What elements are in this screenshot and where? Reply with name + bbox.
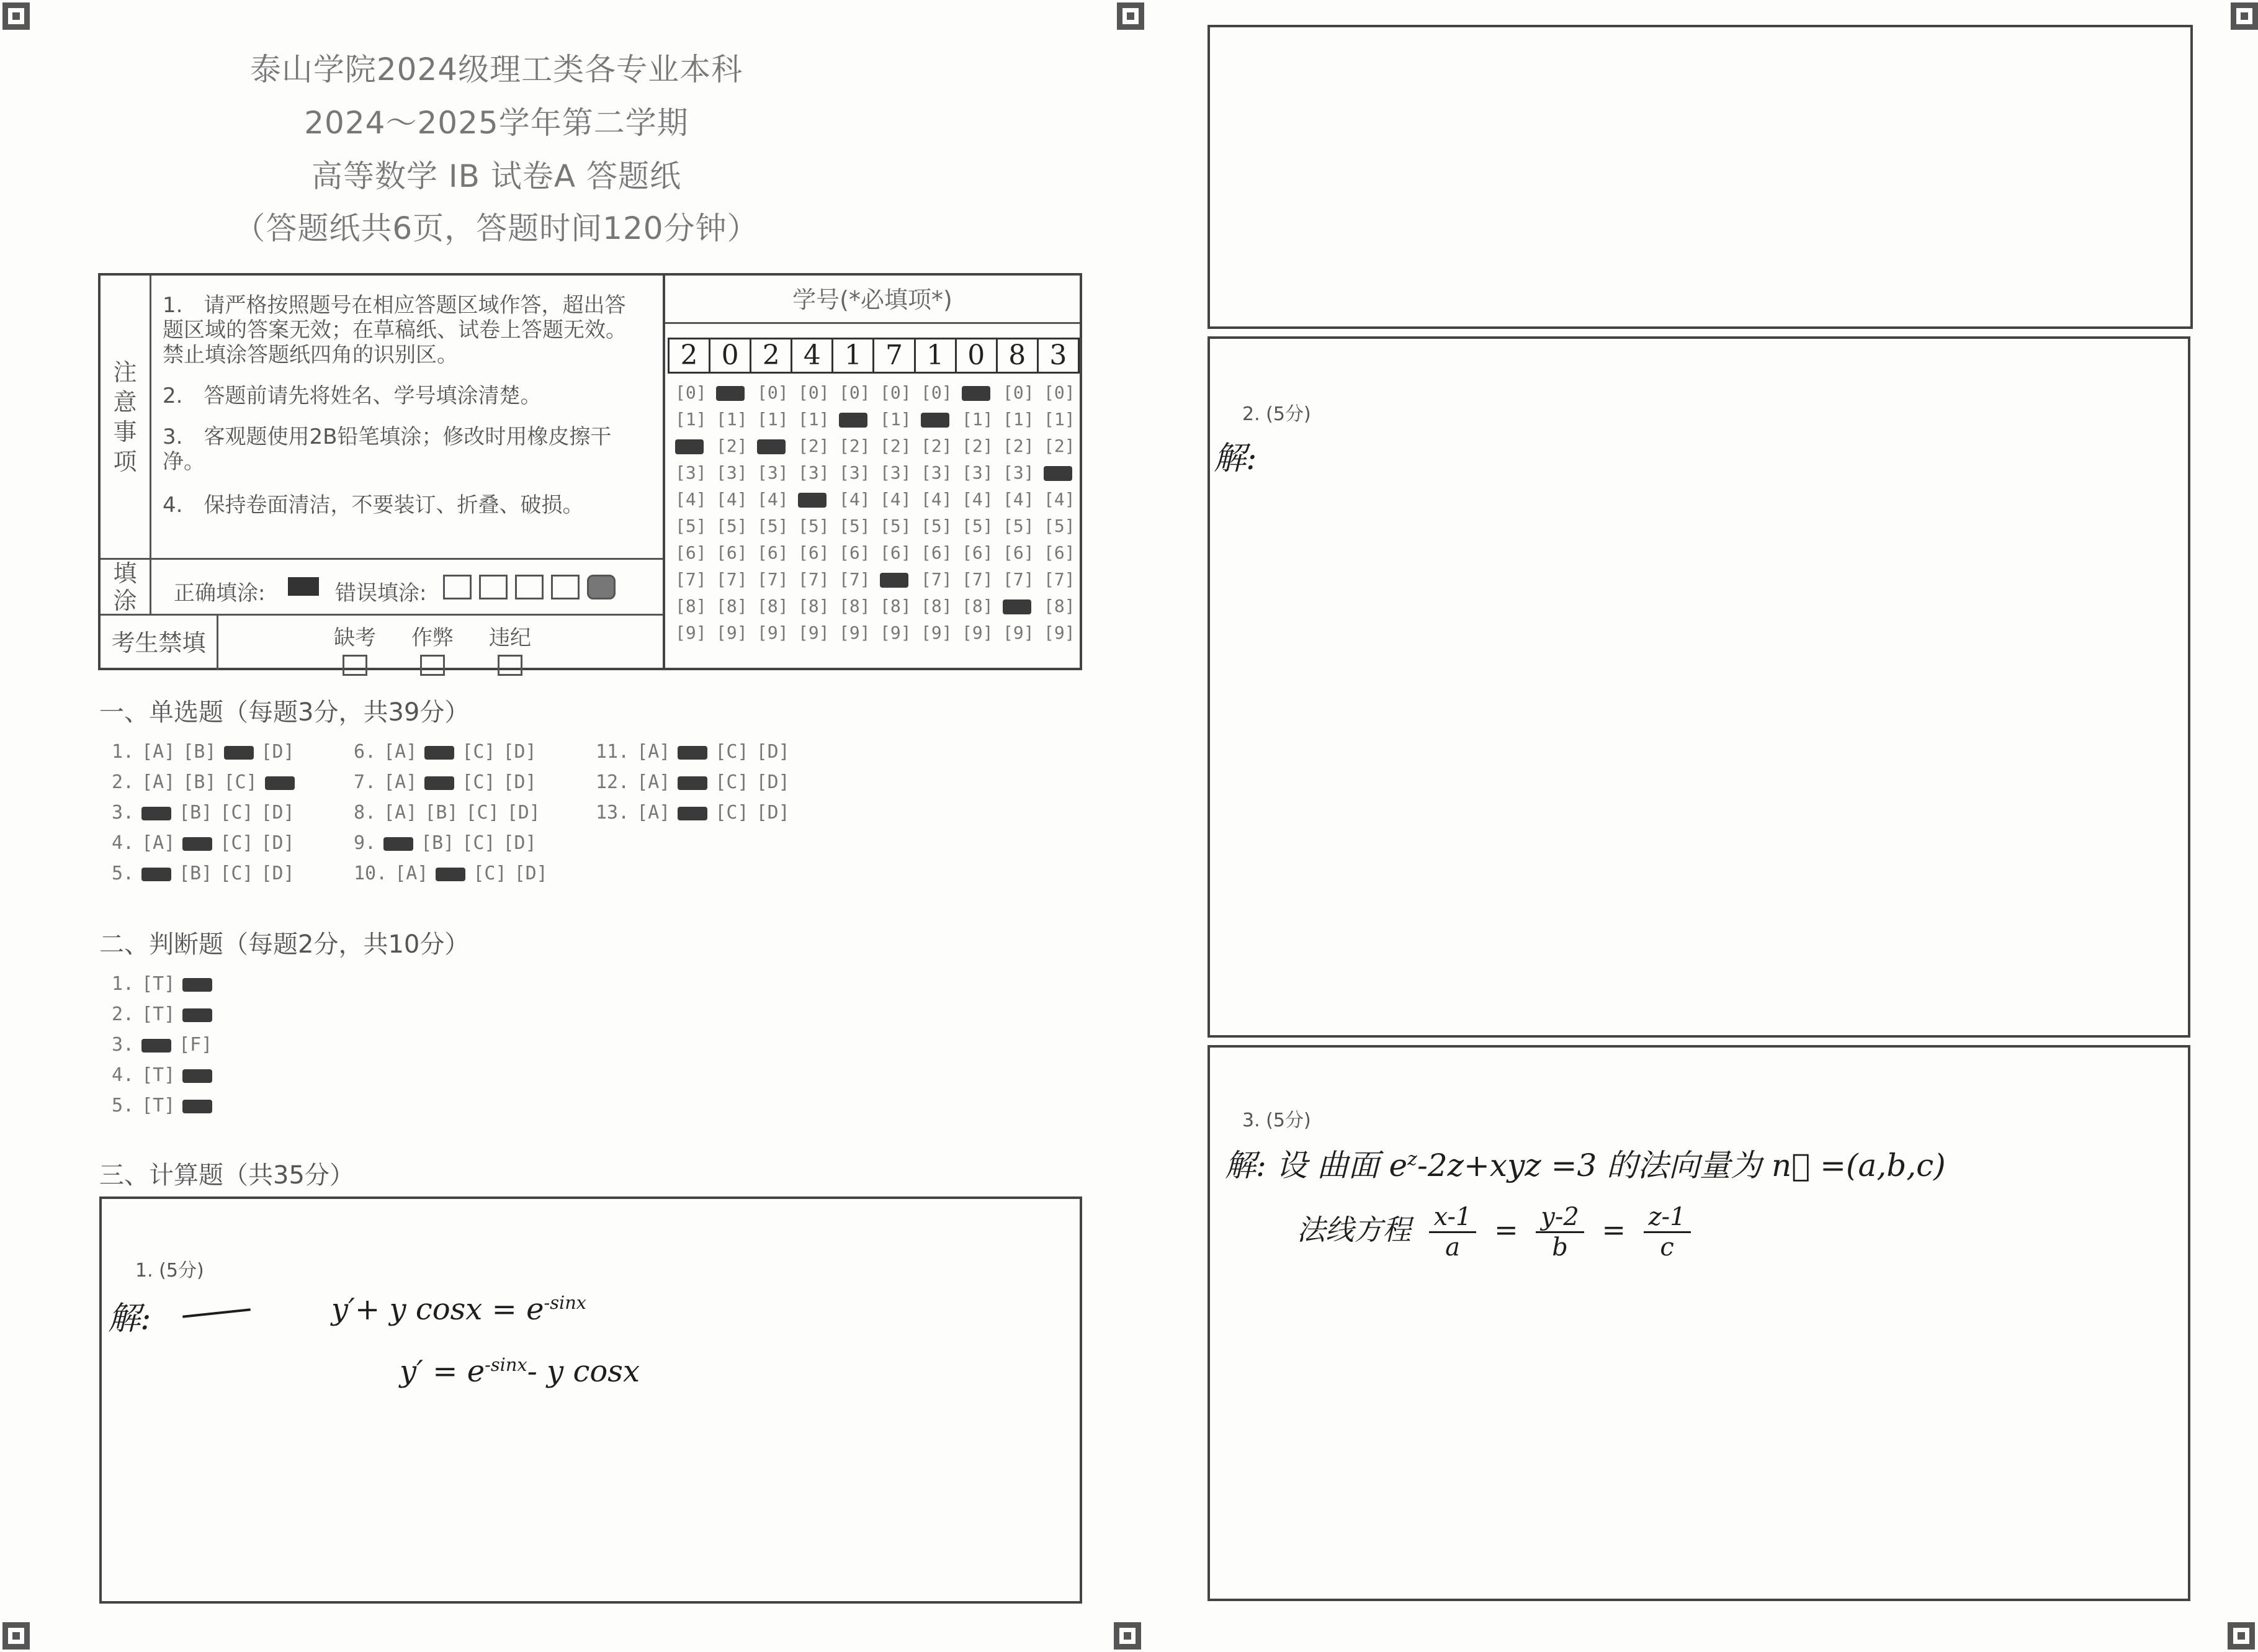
student-id-digit[interactable]: 2	[751, 339, 792, 372]
student-id-bubble[interactable]: [0]	[757, 382, 789, 403]
corner-marker	[2, 2, 30, 30]
student-id-bubble[interactable]: [7]	[962, 569, 993, 590]
corner-marker	[2228, 1622, 2255, 1650]
mcq-number: 11.	[596, 741, 630, 763]
student-id-bubble[interactable]: [8]	[839, 596, 871, 616]
mcq-option[interactable]: [C]	[715, 771, 749, 793]
mcq-option[interactable]: [C]	[220, 832, 254, 854]
mcq-option[interactable]	[436, 868, 465, 881]
student-id-bubble[interactable]: [4]	[757, 489, 789, 510]
correct-fill-label: 正确填涂:	[174, 581, 266, 606]
violation-checkbox[interactable]	[498, 655, 522, 676]
tf-row	[112, 973, 220, 995]
notice-item: 3. 客观题使用2B铅笔填涂；修改时用橡皮擦干净。	[163, 424, 612, 474]
student-id-bubble[interactable]: [0]	[921, 382, 952, 403]
student-id-digit[interactable]: 3	[1049, 339, 1067, 371]
student-id-bubble[interactable]: [8]	[716, 596, 748, 616]
mcq-option[interactable]	[265, 776, 295, 790]
student-id-bubble[interactable]: [9]	[880, 622, 912, 643]
student-id-bubble[interactable]	[1044, 466, 1072, 481]
info-table	[98, 273, 1082, 670]
mcq-option[interactable]	[424, 776, 454, 790]
mcq-number: 5.	[112, 863, 135, 884]
mcq-option[interactable]	[182, 837, 212, 851]
mcq-option[interactable]: [D]	[756, 771, 790, 793]
mcq-option[interactable]	[141, 868, 171, 881]
mcq-option[interactable]	[678, 746, 707, 760]
mcq-number: 1.	[112, 741, 135, 763]
student-id-bubble[interactable]: [5]	[880, 516, 912, 536]
student-id-bubble[interactable]: [8]	[757, 596, 789, 616]
student-id-bubble[interactable]: [2]	[1044, 436, 1075, 456]
student-id-bubble[interactable]: [7]	[716, 569, 748, 590]
student-id-bubble[interactable]: [8]	[962, 596, 993, 616]
student-id-bubble[interactable]: [6]	[757, 542, 789, 563]
student-id-bubble[interactable]: [3]	[880, 462, 912, 483]
mcq-number: 4.	[112, 832, 135, 854]
mcq-option[interactable]: [C]	[715, 802, 749, 824]
corner-marker	[1114, 1622, 1141, 1650]
student-id-bubble[interactable]: [9]	[962, 622, 993, 643]
student-id-bubble[interactable]: [6]	[921, 542, 952, 563]
mcq-number: 8.	[354, 802, 377, 824]
mcq-option[interactable]: [D]	[506, 802, 540, 824]
mcq-option[interactable]: [A]	[383, 741, 418, 763]
absent-option[interactable]: 缺考	[327, 621, 383, 676]
student-id-bubble[interactable]: [3]	[1003, 462, 1034, 483]
mcq-option[interactable]: [B]	[421, 832, 455, 854]
mcq-option[interactable]: [C]	[715, 741, 749, 763]
mcq-row	[354, 771, 544, 793]
mcq-option[interactable]: [D]	[756, 741, 790, 763]
student-id-digit[interactable]: 1	[833, 339, 874, 372]
mcq-option[interactable]: [A]	[141, 741, 176, 763]
student-id-bubble[interactable]: [6]	[1044, 542, 1075, 563]
tf-option[interactable]: [F]	[179, 1034, 213, 1056]
mcq-option[interactable]: [D]	[503, 832, 537, 854]
answer-box-q2[interactable]	[1207, 336, 2190, 1038]
q3-fraction-x: $\frac{x-1}{a}$	[1429, 1203, 1477, 1262]
tf-option[interactable]: [T]	[141, 973, 176, 995]
tf-option[interactable]	[141, 1039, 171, 1053]
header-title-1: 泰山学院2024级理工类各专业本科	[249, 52, 743, 88]
student-id-bubble[interactable]: [9]	[675, 622, 707, 643]
mcq-option[interactable]	[383, 837, 413, 851]
student-id-bubble[interactable]: [4]	[1044, 489, 1075, 510]
student-id-bubble[interactable]: [2]	[716, 436, 748, 456]
mcq-option[interactable]: [B]	[179, 802, 213, 824]
mcq-number: 12.	[596, 771, 630, 793]
wrong-fill-sample	[587, 575, 616, 599]
absent-checkbox[interactable]	[343, 655, 367, 676]
student-id-bubble[interactable]: [7]	[921, 569, 952, 590]
tf-number: 5.	[112, 1095, 135, 1116]
wrong-fill-sample	[515, 575, 544, 599]
tf-number: 2.	[112, 1003, 135, 1025]
notice-cell	[101, 276, 665, 668]
student-id-bubble[interactable]: [4]	[921, 489, 952, 510]
mcq-option[interactable]	[678, 807, 707, 820]
q2-solve-label: 解:	[1214, 440, 1257, 477]
student-id-bubble[interactable]: [4]	[716, 489, 748, 510]
mcq-row	[112, 802, 302, 824]
student-id-bubble[interactable]	[962, 386, 990, 401]
student-id-bubble[interactable]: [4]	[1003, 489, 1034, 510]
student-id-bubble[interactable]: [9]	[798, 622, 830, 643]
mcq-option[interactable]: [C]	[462, 771, 496, 793]
student-id-bubble[interactable]: [3]	[839, 462, 871, 483]
student-id-bubble[interactable]	[675, 439, 704, 454]
student-id-bubble[interactable]: [6]	[675, 542, 707, 563]
student-id-bubble[interactable]: [3]	[757, 462, 789, 483]
mcq-option[interactable]: [A]	[637, 802, 671, 824]
section2-title: 二、判断题（每题2分，共10分）	[99, 930, 470, 959]
student-id-bubble[interactable]: [6]	[880, 542, 912, 563]
student-id-bubble[interactable]: [6]	[1003, 542, 1034, 563]
student-id-bubble[interactable]: [5]	[757, 516, 789, 536]
student-id-bubble[interactable]: [9]	[839, 622, 871, 643]
violation-option[interactable]: 违纪	[482, 621, 538, 676]
student-id-bubble[interactable]: [4]	[839, 489, 871, 510]
correct-fill-sample	[288, 577, 319, 596]
q3-fraction-z: $\frac{z-1}{c}$	[1644, 1203, 1691, 1262]
student-id-bubble[interactable]: [7]	[798, 569, 830, 590]
student-id-bubble[interactable]	[880, 573, 908, 588]
mcq-row	[112, 771, 302, 793]
section3-title: 三、计算题（共35分）	[99, 1161, 354, 1190]
student-id-bubble[interactable]	[757, 439, 786, 454]
q3-line1: 解: 设 曲面 $e^z-2z+xyz =3$ 的法向量为 n⃗ =(a,b,c)	[1225, 1147, 1946, 1183]
mcq-row	[354, 832, 544, 854]
mcq-option[interactable]: [C]	[462, 741, 496, 763]
tf-option[interactable]	[182, 1100, 212, 1113]
answer-box-q3[interactable]	[1207, 1045, 2190, 1601]
mcq-row	[112, 741, 302, 763]
cheat-option[interactable]: 作弊	[405, 621, 460, 676]
tf-row	[112, 1003, 220, 1025]
student-id-bubble[interactable]: [9]	[1044, 622, 1075, 643]
mcq-row	[354, 863, 555, 884]
tf-option[interactable]: [T]	[141, 1003, 176, 1025]
student-id-bubble[interactable]: [5]	[962, 516, 993, 536]
student-id-bubble[interactable]: [3]	[716, 462, 748, 483]
tf-row	[112, 1095, 220, 1116]
student-id-bubble[interactable]: [9]	[921, 622, 952, 643]
student-id-bubble[interactable]: [7]	[675, 569, 707, 590]
mcq-option[interactable]: [D]	[261, 863, 295, 884]
student-id-digits	[668, 338, 1080, 374]
tf-row	[112, 1064, 220, 1086]
mcq-option[interactable]: [B]	[424, 802, 459, 824]
mcq-option[interactable]	[424, 746, 454, 760]
mcq-row	[596, 771, 797, 793]
q3-line2: 法线方程 $\frac{x-1}{a}$ = $\frac{y-2}{b}$ = $\frac{z-1}{c}$	[1297, 1203, 1700, 1262]
student-id-bubble[interactable]: [5]	[716, 516, 748, 536]
tf-row	[112, 1034, 220, 1056]
mcq-option[interactable]: [A]	[637, 771, 671, 793]
student-id-bubble[interactable]: [2]	[962, 436, 993, 456]
student-id-bubble[interactable]: [7]	[1044, 569, 1075, 590]
tf-number: 3.	[112, 1034, 135, 1056]
cheat-checkbox[interactable]	[420, 655, 445, 676]
q1-score-label: 1. (5分)	[135, 1260, 204, 1282]
student-id-bubble[interactable]: [5]	[839, 516, 871, 536]
student-id-bubble[interactable]: [6]	[962, 542, 993, 563]
q1-equation-line2: $y' = e^{-sinx}-$ y cosx	[400, 1354, 640, 1389]
mcq-option[interactable]: [A]	[383, 802, 418, 824]
student-id-digit[interactable]: 0	[710, 339, 751, 372]
mcq-row	[354, 802, 548, 824]
student-id-digit[interactable]: 0	[957, 339, 998, 372]
student-id-bubble[interactable]: [1]	[962, 409, 993, 429]
student-id-bubble[interactable]: [6]	[716, 542, 748, 563]
student-id-digit[interactable]: 1	[916, 339, 957, 372]
mcq-option[interactable]: [C]	[462, 832, 496, 854]
mcq-option[interactable]: [C]	[223, 771, 258, 793]
student-id-bubble[interactable]	[1003, 599, 1031, 614]
wrong-fill-label: 错误填涂:	[335, 581, 427, 606]
wrong-fill-sample	[479, 575, 508, 599]
notice-tag: 注 意 事 项	[101, 276, 151, 558]
fill-tag: 填 涂	[101, 558, 151, 614]
mcq-number: 3.	[112, 802, 135, 824]
mcq-option[interactable]: [B]	[182, 741, 217, 763]
corner-marker	[2231, 2, 2258, 30]
student-id-bubble[interactable]: [8]	[798, 596, 830, 616]
wrong-fill-sample	[551, 575, 580, 599]
student-id-digit[interactable]: 8	[998, 339, 1039, 372]
student-id-bubble[interactable]: [5]	[1044, 516, 1075, 536]
header-title-3: 高等数学 IB 试卷A 答题纸	[311, 158, 681, 194]
mcq-option[interactable]	[224, 746, 254, 760]
mcq-row	[112, 863, 302, 884]
mcq-option[interactable]: [C]	[220, 863, 254, 884]
student-id-bubble[interactable]: [9]	[1003, 622, 1034, 643]
student-id-bubble[interactable]: [8]	[1044, 596, 1075, 616]
student-id-bubble[interactable]: [3]	[675, 462, 707, 483]
student-id-bubble[interactable]: [1]	[757, 409, 789, 429]
tf-option[interactable]: [T]	[141, 1064, 176, 1086]
mcq-option[interactable]: [A]	[141, 771, 176, 793]
section1-title: 一、单选题（每题3分，共39分）	[99, 698, 470, 727]
mcq-option[interactable]: [D]	[514, 863, 548, 884]
tf-option[interactable]	[182, 1008, 212, 1022]
tf-number: 4.	[112, 1064, 135, 1086]
student-id-bubble[interactable]: [4]	[675, 489, 707, 510]
mcq-option[interactable]: [A]	[141, 832, 176, 854]
mcq-option[interactable]: [A]	[383, 771, 418, 793]
wrong-fill-sample	[443, 575, 472, 599]
student-id-bubble[interactable]: [2]	[1003, 436, 1034, 456]
student-id-bubble[interactable]: [9]	[716, 622, 748, 643]
student-id-bubble[interactable]: [7]	[757, 569, 789, 590]
student-id-bubble[interactable]: [1]	[880, 409, 912, 429]
student-id-bubble[interactable]: [5]	[921, 516, 952, 536]
mcq-row	[596, 802, 797, 824]
student-id-bubble[interactable]	[921, 413, 949, 428]
mcq-option[interactable]: [D]	[503, 741, 537, 763]
student-id-digit[interactable]: 2	[670, 339, 710, 372]
student-id-bubble[interactable]: [4]	[962, 489, 993, 510]
student-id-bubble[interactable]: [4]	[880, 489, 912, 510]
student-id-bubble[interactable]: [0]	[798, 382, 830, 403]
student-id-bubble[interactable]: [9]	[757, 622, 789, 643]
student-id-bubble[interactable]: [8]	[675, 596, 707, 616]
student-id-bubble[interactable]: [5]	[1003, 516, 1034, 536]
mcq-number: 9.	[354, 832, 377, 854]
student-id-bubble[interactable]	[716, 386, 745, 401]
student-id-bubble[interactable]: [8]	[880, 596, 912, 616]
student-id-bubble[interactable]: [5]	[798, 516, 830, 536]
student-id-bubble[interactable]: [1]	[716, 409, 748, 429]
student-id-bubble[interactable]: [0]	[675, 382, 707, 403]
student-id-bubble[interactable]: [1]	[1044, 409, 1075, 429]
tf-option[interactable]	[182, 1069, 212, 1083]
tf-option[interactable]: [T]	[141, 1095, 176, 1116]
student-id-bubble[interactable]: [6]	[839, 542, 871, 563]
mcq-option[interactable]: [C]	[220, 802, 254, 824]
student-id-bubble[interactable]: [2]	[839, 436, 871, 456]
answer-box-continuation[interactable]	[1207, 25, 2193, 329]
student-id-bubble[interactable]: [2]	[921, 436, 952, 456]
student-id-bubble[interactable]: [2]	[798, 436, 830, 456]
mcq-option[interactable]	[141, 807, 171, 820]
student-id-bubble[interactable]: [8]	[921, 596, 952, 616]
q1-strikethrough	[182, 1308, 251, 1318]
mcq-option[interactable]: [D]	[261, 741, 295, 763]
forbid-tag: 考生禁填	[101, 614, 218, 670]
student-id-bubble[interactable]: [7]	[1003, 569, 1034, 590]
notice-item: 1. 请严格按照题号在相应答题区域作答，超出答题区域的答案无效；在草稿纸、试卷上答题无效。禁止填涂答题纸四角的识别区。	[163, 293, 627, 367]
q1-equation-line1: y′+ y $\cos x = e^{-sinx}$	[331, 1292, 587, 1327]
student-id-bubble[interactable]: [0]	[839, 382, 871, 403]
mcq-number: 10.	[354, 863, 388, 884]
mcq-option[interactable]: [C]	[473, 863, 507, 884]
student-id-bubble[interactable]: [3]	[921, 462, 952, 483]
header-title-4: （答题纸共6页，答题时间120分钟）	[234, 210, 759, 246]
forbid-row	[218, 614, 663, 670]
corner-marker	[1117, 2, 1144, 30]
student-id-digit[interactable]: 4	[792, 339, 833, 372]
student-id-bubble[interactable]: [0]	[1044, 382, 1075, 403]
student-id-bubble[interactable]: [0]	[1003, 382, 1034, 403]
mcq-option[interactable]: [D]	[261, 802, 295, 824]
mcq-option[interactable]	[678, 776, 707, 790]
student-id-bubble[interactable]: [1]	[675, 409, 707, 429]
mcq-option[interactable]: [B]	[182, 771, 217, 793]
student-id-title: 学号(*必填项*)	[665, 276, 1080, 324]
mcq-row	[112, 832, 302, 854]
mcq-option[interactable]: [D]	[261, 832, 295, 854]
mcq-number: 6.	[354, 741, 377, 763]
mcq-number: 7.	[354, 771, 377, 793]
mcq-option[interactable]: [C]	[465, 802, 500, 824]
mcq-number: 2.	[112, 771, 135, 793]
tf-number: 1.	[112, 973, 135, 995]
mcq-number: 13.	[596, 802, 630, 824]
student-id-bubble[interactable]: [3]	[798, 462, 830, 483]
mcq-row	[354, 741, 544, 763]
tf-option[interactable]	[182, 978, 212, 992]
student-id-bubble[interactable]	[798, 493, 827, 508]
student-id-digit[interactable]: 7	[874, 339, 915, 372]
student-id-bubble[interactable]: [3]	[962, 462, 993, 483]
header-title-2: 2024～2025学年第二学期	[304, 105, 689, 141]
student-id-bubble[interactable]	[839, 413, 867, 428]
corner-marker	[2, 1622, 30, 1650]
student-id-bubble[interactable]: [7]	[839, 569, 871, 590]
student-id-bubble[interactable]: [2]	[880, 436, 912, 456]
student-id-bubble[interactable]: [6]	[798, 542, 830, 563]
student-id-bubble[interactable]: [1]	[798, 409, 830, 429]
fill-example-row	[151, 558, 663, 614]
student-id-bubble[interactable]: [5]	[675, 516, 707, 536]
mcq-option[interactable]: [B]	[179, 863, 213, 884]
q3-score-label: 3. (5分)	[1242, 1110, 1311, 1131]
student-id-bubble[interactable]: [0]	[880, 382, 912, 403]
mcq-option[interactable]: [D]	[503, 771, 537, 793]
q1-solve-label: 解:	[108, 1300, 151, 1337]
mcq-option[interactable]: [A]	[395, 863, 429, 884]
mcq-row	[596, 741, 797, 763]
mcq-option[interactable]: [A]	[637, 741, 671, 763]
mcq-option[interactable]: [D]	[756, 802, 790, 824]
notice-item: 2. 答题前请先将姓名、学号填涂清楚。	[163, 384, 542, 408]
answer-box-q1[interactable]	[99, 1196, 1082, 1604]
notice-item: 4. 保持卷面清洁，不要装订、折叠、破损。	[163, 493, 584, 518]
q3-fraction-y: $\frac{y-2}{b}$	[1536, 1203, 1584, 1262]
student-id-bubble[interactable]: [1]	[1003, 409, 1034, 429]
q2-score-label: 2. (5分)	[1242, 403, 1311, 425]
